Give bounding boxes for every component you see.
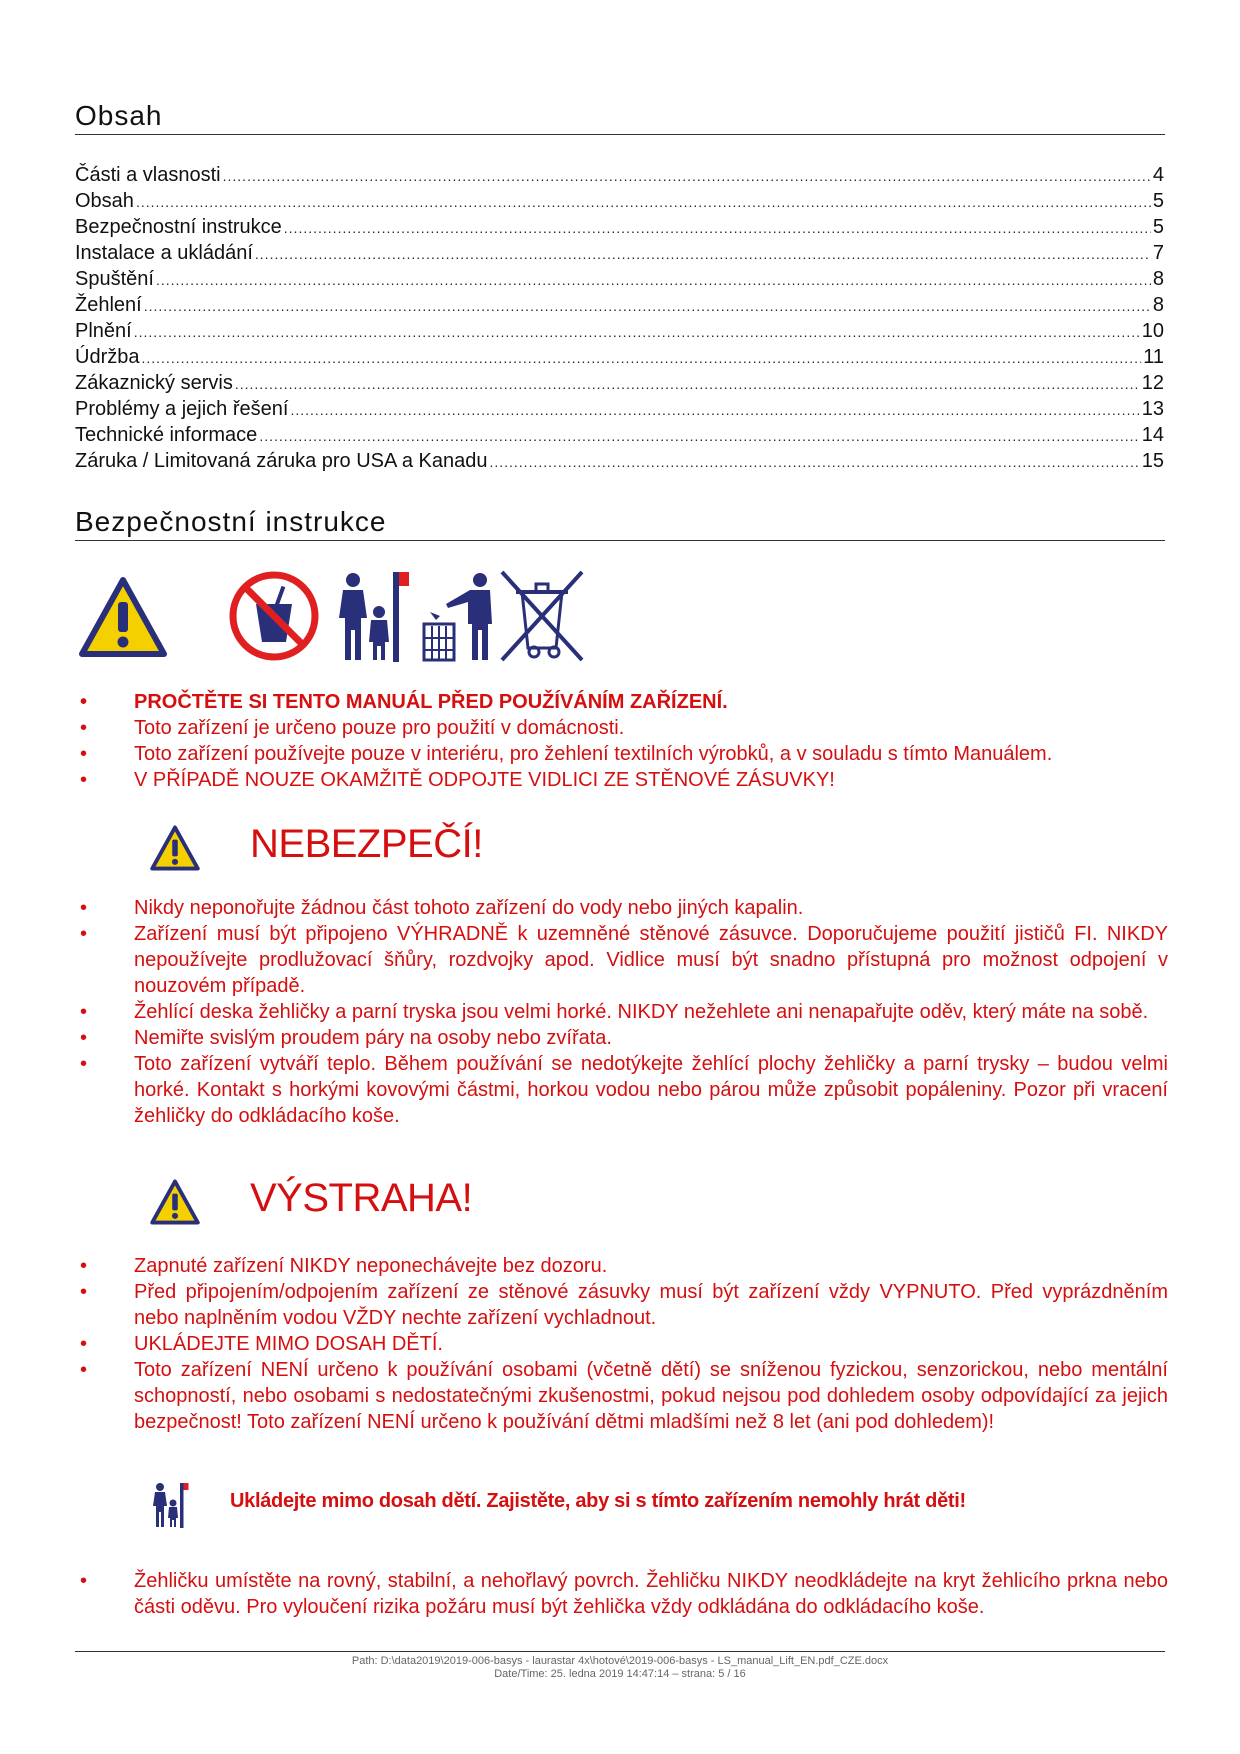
danger-bullet-list — [80, 895, 1168, 1129]
toc-entry[interactable] — [75, 398, 1164, 424]
danger-header — [150, 818, 483, 878]
toc-page: 13 — [1141, 398, 1164, 420]
toc-entry[interactable] — [75, 450, 1164, 476]
toc-page: 8 — [1152, 294, 1164, 316]
trash-bin-icon — [418, 568, 508, 664]
toc-title: Záruka / Limitovaná záruka pro USA a Kanadu — [75, 450, 488, 472]
toc-leader — [290, 402, 1139, 418]
toc-page: 7 — [1152, 242, 1164, 264]
warning-header — [150, 1172, 473, 1232]
no-household-waste-icon — [496, 568, 588, 664]
page-footer — [0, 1655, 1240, 1681]
toc-page: 12 — [1141, 372, 1164, 394]
keep-away-children-icon — [333, 568, 413, 664]
toc-page: 5 — [1152, 216, 1164, 238]
footer-datetime: Date/Time: 25. ledna 2019 14:47:14 – strana: 5 / 16 — [494, 1668, 746, 1680]
warning-bullet-list — [80, 1253, 1168, 1435]
warning-title: VÝSTRAHA! — [250, 1176, 473, 1220]
list-item: • Před připojením/odpojením zařízení ze stěnové zásuvky musí být zařízení vždy VYPNUTO. Před vyprázdněním nebo naplněním vodou VŽDY nechte zařízení vychladnout. — [80, 1279, 1168, 1331]
keep-away-children-icon — [150, 1480, 190, 1530]
toc-leader — [284, 220, 1151, 236]
toc-page: 15 — [1141, 450, 1164, 472]
list-item: • Zapnuté zařízení NIKDY neponechávejte bez dozoru. — [80, 1253, 1168, 1279]
toc-entry[interactable] — [75, 320, 1164, 346]
toc-leader — [144, 298, 1151, 314]
toc-page: 5 — [1152, 190, 1164, 212]
toc-title: Obsah — [75, 190, 134, 212]
list-item: • Toto zařízení používejte pouze v interiéru, pro žehlení textilních výrobků, a v souladu s tímto Manuálem. — [80, 741, 1168, 767]
children-note — [150, 1480, 966, 1530]
toc-leader — [141, 350, 1141, 366]
list-item: • Toto zařízení je určeno pouze pro použití v domácnosti. — [80, 715, 1168, 741]
list-item: • Zařízení musí být připojeno VÝHRADNĚ k uzemněné stěnové zásuvce. Doporučujeme použití jističů FI. NIKDY nepoužívejte prodlužovací šňůry, rozdvojky apod. Vidlice musí být snadno přístupná pro možnost odpojení v nouzovém případě. — [80, 921, 1168, 999]
warning-icon — [150, 1179, 200, 1225]
toc-entry[interactable] — [75, 216, 1164, 242]
children-note-text: Ukládejte mimo dosah dětí. Zajistěte, aby si s tímto zařízením nemohly hrát děti! — [230, 1490, 966, 1512]
list-item: • PROČTĚTE SI TENTO MANUÁL PŘED POUŽÍVÁNÍM ZAŘÍZENÍ. — [80, 689, 1168, 715]
toc-leader — [235, 376, 1140, 392]
contents-heading: Obsah — [75, 100, 1165, 135]
table-of-contents — [75, 164, 1164, 476]
toc-title: Bezpečnostní instrukce — [75, 216, 282, 238]
toc-title: Problémy a jejich řešení — [75, 398, 289, 420]
toc-page: 8 — [1152, 268, 1164, 290]
list-item: • Žehlící deska žehličky a parní tryska jsou velmi horké. NIKDY nežehlete ani nenapařujte oděv, který máte na sobě. — [80, 999, 1168, 1025]
list-item: • Toto zařízení vytváří teplo. Během používání se nedotýkejte žehlící plochy žehličky a parní trysky – budou velmi horké. Kontakt s horkými kovovými částmi, horkou vodou nebo párou může způsobit popáleniny. Pozor při vracení žehličky do odkládacího koše. — [80, 1051, 1168, 1129]
list-item: • Žehličku umístěte na rovný, stabilní, a nehořlavý povrch. Žehličku NIKDY neodkládejte na kryt žehlicího prkna nebo části oděvu. Pro vyloučení rizika požáru musí být žehlička vždy odkládána do odkládacího koše. — [80, 1568, 1168, 1620]
toc-entry[interactable] — [75, 346, 1164, 372]
toc-entry[interactable] — [75, 294, 1164, 320]
danger-title: NEBEZPEČÍ! — [250, 822, 483, 866]
list-item: • Toto zařízení NENÍ určeno k používání osobami (včetně dětí) se sníženou fyzickou, senzorickou, nebo mentální schopností, nebo osobami s nedostatečnými zkušenostmi, pokud nejsou pod dohledem osoby odpovídající za jejich bezpečnost! Toto zařízení NENÍ určeno k používání dětmi mladšími než 8 let (ani pod dohledem)! — [80, 1357, 1168, 1435]
toc-leader — [255, 246, 1151, 262]
intro-bullet-list — [80, 689, 1168, 793]
toc-title: Údržba — [75, 346, 140, 368]
toc-leader — [134, 324, 1140, 340]
toc-leader — [223, 168, 1151, 184]
safety-heading: Bezpečnostní instrukce — [75, 506, 1165, 541]
toc-title: Žehlení — [75, 294, 142, 316]
toc-page: 4 — [1152, 164, 1164, 186]
toc-title: Zákaznický servis — [75, 372, 233, 394]
toc-entry[interactable] — [75, 372, 1164, 398]
toc-leader — [156, 272, 1151, 288]
toc-title: Plnění — [75, 320, 132, 342]
toc-page: 10 — [1141, 320, 1164, 342]
toc-leader — [489, 454, 1139, 470]
list-item: • Nikdy neponořujte žádnou část tohoto zařízení do vody nebo jiných kapalin. — [80, 895, 1168, 921]
final-bullet-list — [80, 1568, 1168, 1620]
toc-title: Spuštění — [75, 268, 154, 290]
toc-leader — [259, 428, 1139, 444]
list-item: • UKLÁDEJTE MIMO DOSAH DĚTÍ. — [80, 1331, 1168, 1357]
list-item: • V PŘÍPADĚ NOUZE OKAMŽITĚ ODPOJTE VIDLICI ZE STĚNOVÉ ZÁSUVKY! — [80, 767, 1168, 793]
toc-title: Instalace a ukládání — [75, 242, 253, 264]
toc-title: Části a vlasnosti — [75, 164, 221, 186]
toc-leader — [136, 194, 1151, 210]
warning-icon — [150, 825, 200, 871]
toc-entry[interactable] — [75, 268, 1164, 294]
no-drinks-icon — [228, 570, 320, 662]
warning-icon — [78, 576, 168, 658]
toc-entry[interactable] — [75, 242, 1164, 268]
toc-entry[interactable] — [75, 190, 1164, 216]
list-item: • Nemiřte svislým proudem páry na osoby nebo zvířata. — [80, 1025, 1168, 1051]
footer-path: Path: D:\data2019\2019-006-basys - laurastar 4x\hotové\2019-006-basys - LS_manual_Lift_EN.pdf_CZE.docx — [351, 1655, 889, 1667]
toc-entry[interactable] — [75, 424, 1164, 450]
toc-entry[interactable] — [75, 164, 1164, 190]
toc-title: Technické informace — [75, 424, 258, 446]
toc-page: 14 — [1141, 424, 1164, 446]
toc-page: 11 — [1143, 346, 1164, 368]
footer-divider — [75, 1651, 1165, 1652]
